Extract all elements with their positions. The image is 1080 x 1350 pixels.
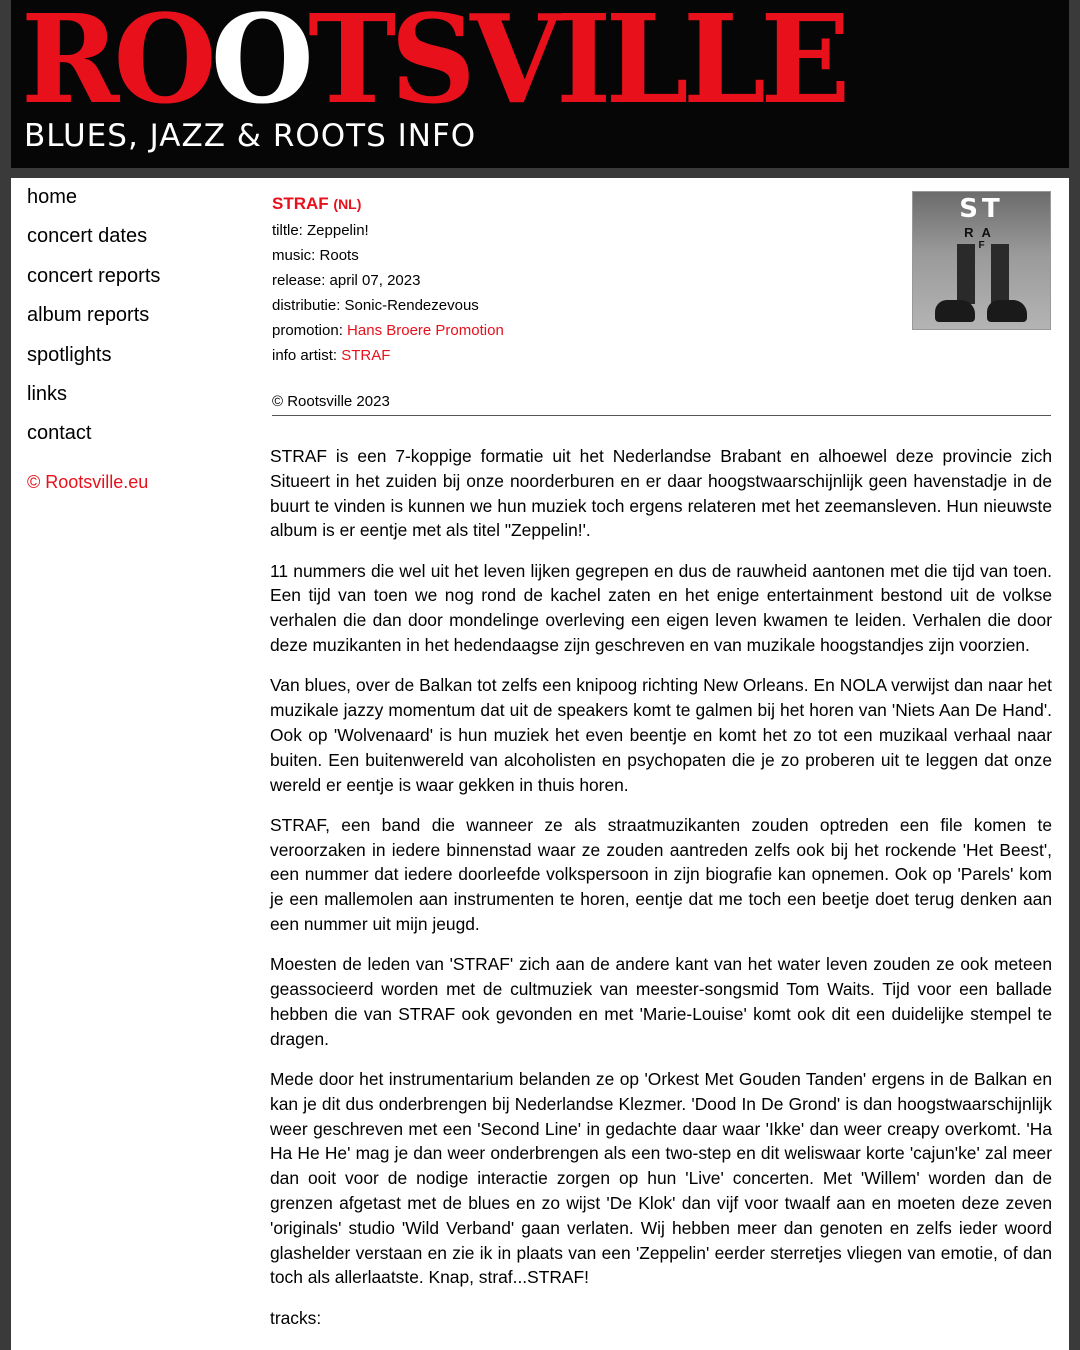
nav-spotlights[interactable]: spotlights [27, 343, 112, 366]
album-title-row: tiltle: Zeppelin! [272, 222, 369, 239]
rootsville-copyright-link[interactable]: © Rootsville.eu [27, 471, 149, 492]
nav-album-reports[interactable]: album reports [27, 304, 150, 327]
review-paragraph: Mede door het instrumentarium belanden ze op 'Orkest Met Gouden Tanden' ergens in de Balkan en kan je dit dus onderbrengen bij Nederlandse Klezmer. 'Dood In De Grond' is dan hoogstwaarschijnlijk weer geschreven met een 'Second Line' in gedachte daar waar 'Ikke' dan weer creapy overkomt. 'Ha Ha He He' mag je dan weer onderbrengen als een two-step en dit weliswaar korte 'cajun'ke' zal meer dan ooit voor de nodige interactie zorgen op hun 'Live' concerten. Met 'Willem' worden dan de grenzen afgetast met de blues en zo wijst 'De Klok' dan vijf voor twaalf aan en moeten deze zeven 'originals' studio 'Wild Verband' gaan verlaten. Wij hebben meer dan genoten en zelfs ieder woord glashelder verstaan en zie ik in plaats van een 'Zeppelin' eerder sterretjes vliegen van emotie, of dan toch als allerlaatste. Knap, straf...STRAF! [270, 1069, 1052, 1288]
review-paragraph: 11 nummers die wel uit het leven lijken gegrepen en dus de rauwheid aantonen met die tijd van toen. Een tijd van toen we nog rond de kachel zaten en het enige entertainment bestond uit de volkse verhalen die dan door mondelinge overleving een eigen leven kwamen te leiden. Verhalen die door deze muzikanten in het hedendaagse zijn geschreven en van muzikale hoogstandjes zijn voorzien. [270, 560, 1052, 656]
nav-concert-dates[interactable]: concert dates [27, 225, 148, 248]
nav-home[interactable]: home [27, 186, 78, 208]
site-tagline: BLUES, JAZZ & ROOTS INFO [24, 118, 477, 154]
album-promotion-row: promotion: Hans Broere Promotion [272, 322, 504, 339]
album-release-row: release: april 07, 2023 [272, 272, 421, 289]
nav-links[interactable]: links [27, 382, 68, 405]
album-music-row: music: Roots [272, 247, 359, 264]
page-body [11, 178, 1069, 1350]
site-header [11, 0, 1069, 168]
review-paragraph: STRAF is een 7-koppige formatie uit het Nederlandse Brabant en alhoewel deze provincie zich Situeert in het zuiden bij onze noorderburen en er daar hoogstwaarschijnlijk geen havenstadje in de buurt te vinden is kunnen we hun muziek toch ergens relateren met het zeemansleven. Hun nieuwste album is er eentje met als titel "Zeppelin!'. [270, 446, 1052, 541]
cover-figure-shoe [935, 300, 975, 322]
site-logo[interactable]: ROOTSVILLE [21, 0, 845, 131]
cover-figure-leg [957, 244, 975, 304]
section-divider [272, 415, 1051, 416]
nav-concert-reports[interactable]: concert reports [27, 264, 161, 287]
tracks-heading: tracks: [270, 1307, 322, 1328]
cover-figure-shoe [987, 300, 1027, 322]
header-divider [11, 168, 1069, 178]
sidebar-nav [27, 184, 247, 493]
review-article [270, 444, 1052, 1346]
review-paragraph: Moesten de leden van 'STRAF' zich aan de andere kant van het water leven zouden ze ook meteen geassocieerd worden met de cultmuziek van meester-songsmid Tom Waits. Tijd voor een ballade hebben die van STRAF ook gevonden en met 'Marie-Louise' komt ook dit een duidelijke stempel te dragen. [270, 954, 1052, 1049]
album-info-artist-row: info artist: STRAF [272, 347, 391, 364]
album-info [272, 190, 872, 368]
band-title: STRAF (NL) [272, 194, 362, 213]
review-paragraph: STRAF, een band die wanneer ze als straatmuzikanten zouden optreden een file komen te veroorzaken in iedere binnenstad waar ze zouden aantreden zelfs ook bij het rockende 'Het Beest', een nummer dat iedere doorleefde volkspersoon in zijn biografie kan opnemen. Ook op 'Parels' kom je een mallemolen aan instrumenten te horen, eentje dat me toch een beetje doet terug denken aan een nummer uit mijn jeugd. [270, 814, 1052, 935]
cover-figure-leg [991, 244, 1009, 304]
review-paragraph: Van blues, over de Balkan tot zelfs een knipoog richting New Orleans. En NOLA verwijst dan naar het muzikale jazzy momentum dat uit de speakers komt te galmen bij het horen van 'Niets Aan De Hand'. Ook op 'Wolvenaard' is hun muziek het even beentje en komt het zo tot een muzikaal verhaal naar buiten. Een buitenwereld van alcoholisten en psychopaten die je zo proberen uit te leggen dat onze wereld er eentje is waar gekken in thuis horen. [270, 675, 1052, 795]
promotion-link[interactable]: Hans Broere Promotion [347, 322, 504, 339]
cover-subtitle-text-2: F [978, 240, 985, 251]
cover-subtitle-text: RA [964, 225, 999, 240]
cover-title-text: ST [959, 194, 1004, 224]
album-distribution-row: distributie: Sonic-Rendezevous [272, 297, 479, 314]
artist-info-link[interactable]: STRAF [341, 347, 391, 364]
nav-contact[interactable]: contact [27, 422, 92, 445]
album-copyright: © Rootsville 2023 [272, 393, 390, 410]
album-cover-image[interactable] [912, 191, 1051, 330]
